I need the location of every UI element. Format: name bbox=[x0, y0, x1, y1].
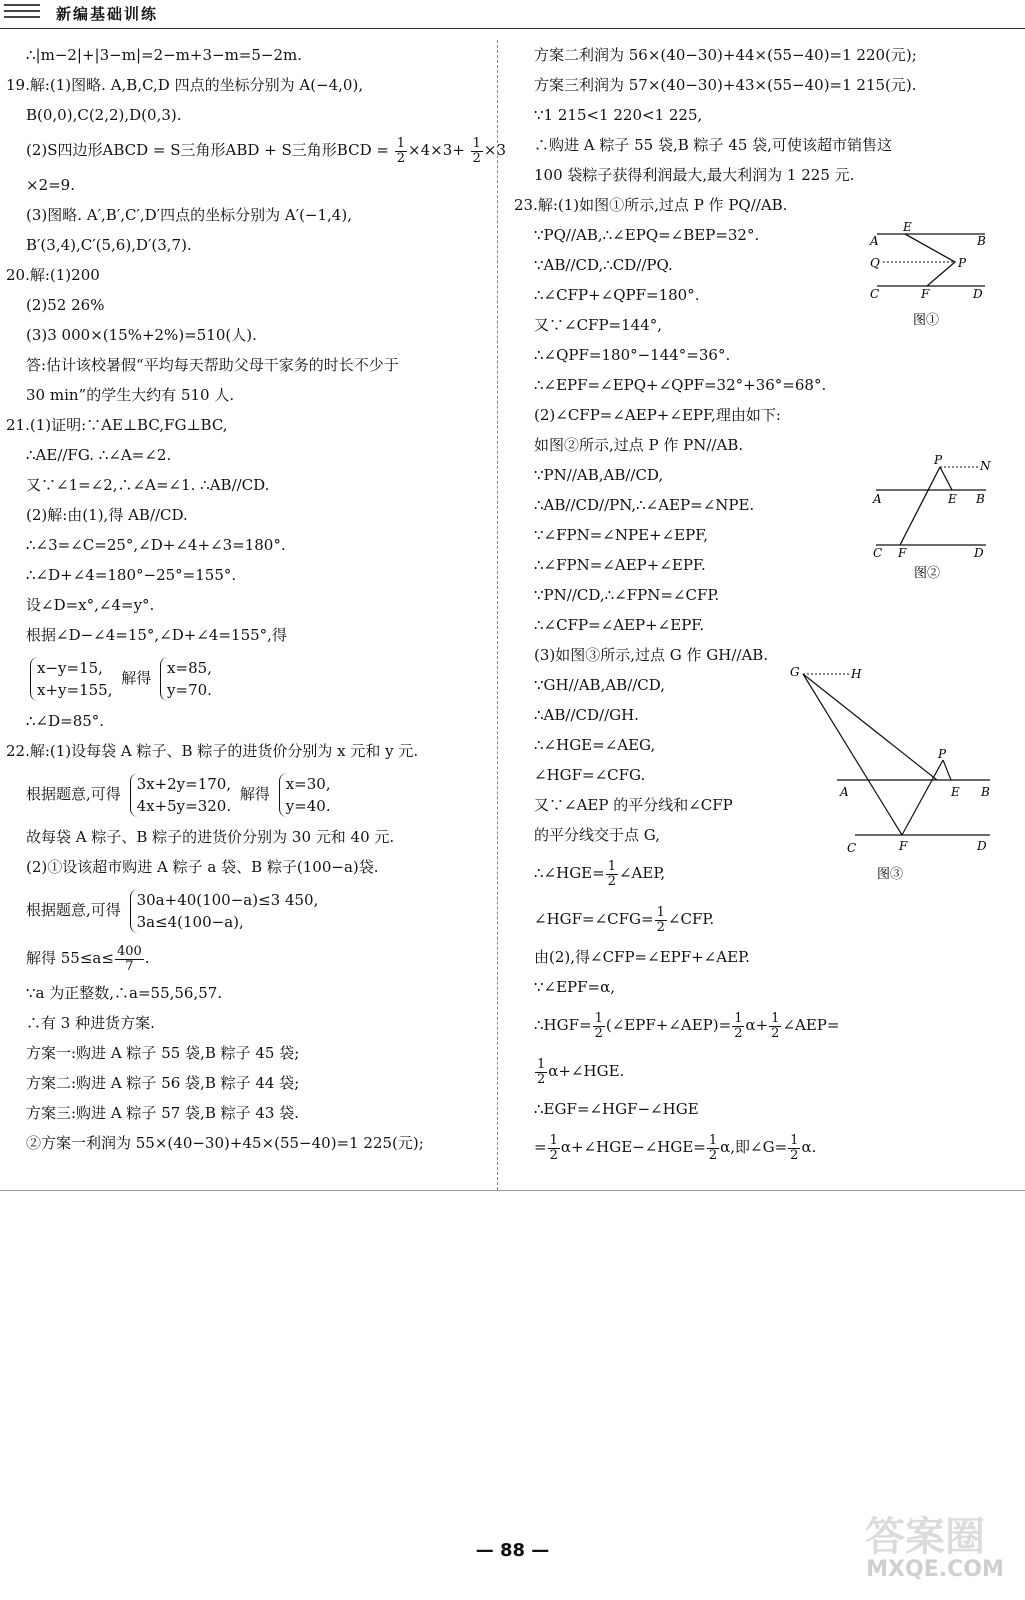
svg-text:Q: Q bbox=[870, 256, 880, 270]
svg-text:G: G bbox=[790, 665, 800, 679]
column-divider bbox=[497, 40, 498, 1190]
right-column: 方案二利润为 56×(40−30)+44×(55−40)=1 220(元); 方案三利润为 57×(40−30)+43×(55−40)=1 215(元). ∵1 215<1 220<1 225, ∴购进 A 粽子 55 袋,B 粽子 45 袋,可使该超市销售这 100 袋粽子获得利润最大,最大利润为 1 225 元. 23.解:(1)如图①所示,过点 P 作 PQ//AB. ∵PQ//AB,∴∠EPQ=∠BEP=32°. ∵AB//CD,∴CD//PQ. ∴∠CFP+∠QPF=180°. 又∵∠CFP=144°, ∴∠QPF=180°−144°=36°. ∴∠EPF=∠EPQ+∠QPF=32°+36°=68°. (2)∠CFP=∠AEP+∠EPF,理由如下: 如图②所示,过点 P 作 PN//AB. ∵PN//AB,AB//CD, ∴AB//CD//PN,∴∠AEP=∠NPE. ∵∠FPN=∠NPE+∠EPF, ∴∠FPN=∠AEP+∠EPF. ∵PN//CD,∴∠FPN=∠CFP. ∴∠CFP=∠AEP+∠EPF. (3)如图③所示,过点 G 作 GH//AB. ∵GH//AB,AB//CD, ∴AB//CD//GH. ∴∠HGE=∠AEG, ∠HGF=∠CFG. 又∵∠AEP 的平分线和∠CFP 的平分线交于点 G, ∴∠HGE= $\frac{1}{2}$ ∠AEP, ∠HGF=∠CFG= $\frac{1}{2}$ ∠CFP. 由(2),得∠CFP=∠EPF+∠AEP. ∵∠EPF=α, ∴HGF= $\frac{1}{2}$ (∠EPF+∠AEP)= $\frac{1}{2}$ α+ $\frac{1}{2}$ ∠AEP= $\frac{1}{2}$ α+∠HGE. ∴EGF=∠HGF−∠HGE = $\frac{1}{2}$ α+∠HGE−∠HGE= $\frac{1}{2}$ α,即∠G= $\frac{1}{2}$ α. bbox=[514, 46, 917, 1163]
svg-text:E: E bbox=[951, 785, 960, 799]
svg-text:H: H bbox=[851, 667, 862, 681]
figure-1 bbox=[865, 220, 995, 335]
svg-text:D: D bbox=[974, 546, 984, 560]
page-number: — 88 — bbox=[475, 1540, 550, 1561]
header-title: 新编基础训练 bbox=[56, 5, 159, 23]
svg-text:图①: 图① bbox=[913, 313, 940, 328]
svg-text:B: B bbox=[977, 234, 986, 248]
svg-text:E: E bbox=[903, 220, 912, 234]
svg-text:P: P bbox=[934, 455, 943, 467]
svg-text:P: P bbox=[958, 256, 967, 270]
svg-text:C: C bbox=[847, 841, 857, 855]
page-header bbox=[0, 0, 1025, 30]
left-column: ∴|m−2|+|3−m|=2−m+3−m=5−2m. 19.解:(1)图略. A,B,C,D 四点的坐标分别为 A(−4,0), B(0,0),C(2,2),D(0,3). (2)S四边形ABCD = S三角形ABD + S三角形BCD = $\frac{1}{2}$ ×4×3+ $\frac{1}{2}$ ×3 ×2=9. (3)图略. A′,B′,C′,D′四点的坐标分别为 A′(−1,4), B′(3,4),C′(5,6),D′(3,7). 20.解:(1)200 (2)52 26% (3)3 000×(15%+2%)=510(人). 答:估计该校暑假“平均每天帮助父母干家务的时长不少于 30 min”的学生大约有 510 人. 21.(1)证明:∵AE⊥BC,FG⊥BC, ∴AE//FG. ∴∠A=∠2. 又∵∠1=∠2,∴∠A=∠1. ∴AB//CD. (2)解:由(1),得 AB//CD. ∴∠3=∠C=25°,∠D+∠4+∠3=180°. ∴∠D+∠4=180°−25°=155°. 设∠D=x°,∠4=y°. 根据∠D−∠4=15°,∠D+∠4=155°,得 x−y=15, x+y=155, 解得 x=85, y=70. ∴∠D=85°. 22.解:(1)设每袋 A 粽子、B 粽子的进货价分别为 x 元和 y 元. 根据题意,可得 3x+2y=170, 4x+5y=320. 解得 x=30, y=40. 故每袋 A 粽子、B 粽子的进货价分别为 30 元和 40 元. (2)①设该超市购进 A 粽子 a 袋、B 粽子(100−a)袋. 根据题意,可得 30a+40(100−a)≤3 450, 3a≤4(100−a), 解得 55≤a≤ $\frac{400}{7}$ . ∵a 为正整数,∴a=55,56,57. ∴有 3 种进货方案. 方案一:购进 A 粽子 55 袋,B 粽子 45 袋; 方案二:购进 A 粽子 56 袋,B 粽子 44 袋; 方案三:购进 A 粽子 57 袋,B 粽子 43 袋. ②方案一利润为 55×(40−30)+45×(55−40)=1 225(元); bbox=[6, 46, 506, 1152]
svg-text:D: D bbox=[977, 839, 987, 853]
svg-text:F: F bbox=[898, 546, 907, 560]
figure-2 bbox=[868, 455, 993, 585]
header-decoration bbox=[4, 4, 40, 22]
figure-3 bbox=[785, 660, 995, 885]
watermark-logo: 答案圈 MXQE.COM bbox=[865, 1514, 1004, 1582]
svg-text:P: P bbox=[938, 747, 947, 761]
svg-text:F: F bbox=[899, 839, 908, 853]
svg-text:N: N bbox=[980, 459, 991, 473]
svg-text:F: F bbox=[921, 287, 930, 301]
svg-text:图②: 图② bbox=[914, 566, 941, 581]
svg-text:C: C bbox=[870, 287, 880, 301]
svg-text:C: C bbox=[873, 546, 883, 560]
svg-text:B: B bbox=[981, 785, 990, 799]
svg-text:A: A bbox=[870, 234, 879, 248]
svg-text:A: A bbox=[873, 492, 882, 506]
svg-text:图③: 图③ bbox=[877, 867, 904, 882]
svg-text:E: E bbox=[948, 492, 957, 506]
svg-text:D: D bbox=[973, 287, 983, 301]
svg-text:B: B bbox=[976, 492, 985, 506]
svg-text:A: A bbox=[840, 785, 849, 799]
